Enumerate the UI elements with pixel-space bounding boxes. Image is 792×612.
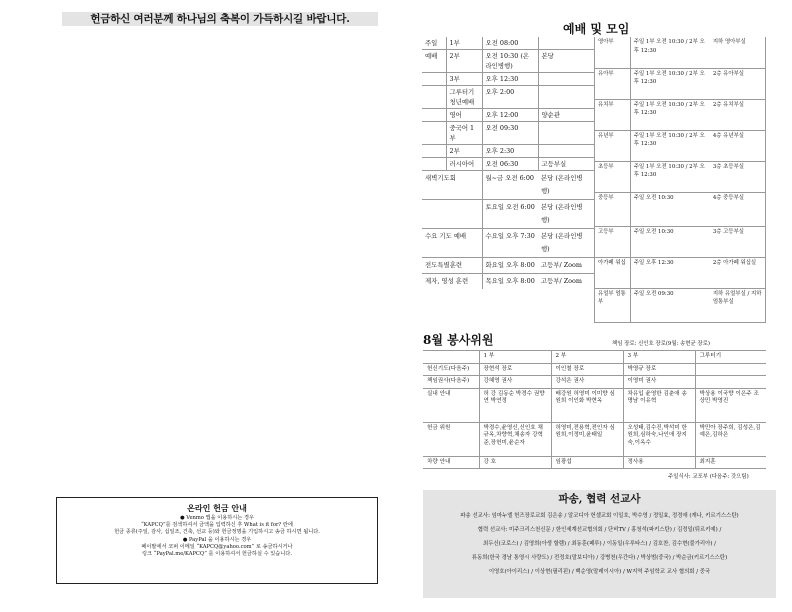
volunteers-note: 책임 장로: 신인호 장로(9월: 송현균 장로) bbox=[612, 341, 710, 347]
worship-cell: 새벽기도회 bbox=[422, 171, 482, 200]
online-giving-line: “KAPCQ”를 검색하셔서 금액을 입력하신 후 What is it for? 란에 bbox=[141, 522, 293, 529]
worship-cell: 2부 bbox=[446, 50, 482, 73]
edu-room: 3층 초등부실 bbox=[710, 161, 766, 192]
volunteers-row bbox=[423, 422, 766, 456]
missionaries-title: 파송, 협력 선교사 bbox=[558, 493, 641, 505]
worship-cell: 오전 09:30 bbox=[482, 122, 538, 145]
volunteers-row bbox=[423, 388, 766, 422]
edu-row bbox=[595, 257, 766, 288]
worship-cell: 예배 bbox=[422, 50, 446, 73]
edu-row bbox=[595, 288, 766, 322]
worship-cell bbox=[422, 109, 446, 122]
worship-cell bbox=[422, 145, 446, 158]
worship-cell: 그루터기 청년예배 bbox=[446, 86, 482, 109]
volunteers-table bbox=[423, 350, 766, 469]
edu-dept: 영아부 bbox=[595, 37, 631, 68]
blessing-banner: 헌금하신 여러분께 하나님의 축복이 가득하시길 바랍니다. bbox=[62, 12, 378, 26]
worship-cell: 러시아어 bbox=[446, 158, 482, 171]
volunteer-cell: 강혜영 권사 bbox=[479, 376, 551, 389]
volunteer-cell: 박상용 이국향 이은주 조상민 박영진 bbox=[695, 388, 766, 422]
worship-cell: 3부 bbox=[446, 73, 482, 86]
volunteer-role: 헌금 위원 bbox=[423, 422, 479, 456]
volunteers-header: 2 부 bbox=[551, 351, 623, 364]
worship-cell: 고등부실 bbox=[538, 158, 594, 171]
volunteer-cell: 임광섭 bbox=[551, 456, 623, 469]
worship-cell: 주일 bbox=[422, 37, 446, 50]
volunteer-role: 책임권사(다음주) bbox=[423, 376, 479, 389]
worship-cell: 고등부/ Zoom bbox=[538, 258, 594, 274]
worship-cell: 목요일 오후 8:00 bbox=[485, 277, 535, 285]
worship-cell: 중국어 1부 bbox=[446, 122, 482, 145]
worship-cell: 오후 2:00 bbox=[482, 86, 538, 109]
edu-time: 주일 1부 오전 10:30 / 2부 오후 12:30 bbox=[630, 68, 710, 99]
edu-room: 3층 고등부실 bbox=[710, 226, 766, 257]
worship-cell: 영어 bbox=[446, 109, 482, 122]
worship-cell: 수요일 오후 7:30 bbox=[482, 229, 538, 258]
volunteer-role: 차량 안내 bbox=[423, 456, 479, 469]
edu-time: 주일 1부 오전 10:30 / 2부 오후 12:30 bbox=[630, 99, 710, 130]
worship-cell: 1부 bbox=[446, 37, 482, 50]
worship-row bbox=[422, 50, 594, 73]
missionaries-line: 최두신(코로스) / 김영희(아생 할렘) / 최동훈(페루) / 이동일(우루타스) / 김호찬, 김수현(불가리아) / bbox=[483, 541, 716, 547]
edu-room: 2층 유아부실 bbox=[710, 68, 766, 99]
edu-room: 지하 유얼부실 / 지하 엄통부실 bbox=[710, 288, 766, 322]
worship-cell: 오후 12:00 bbox=[482, 109, 538, 122]
worship-cell: 수요 기도 예배 bbox=[422, 229, 482, 258]
edu-dept: 유치부 bbox=[595, 99, 631, 130]
edu-time: 주일 오전 09:30 bbox=[630, 288, 710, 322]
volunteers-title: 8월 봉사위원 bbox=[423, 333, 494, 347]
worship-cell: 고등부/ Zoom bbox=[541, 277, 582, 285]
edu-time: 주일 오전 10:30 bbox=[630, 192, 710, 226]
worship-cell bbox=[422, 122, 446, 145]
worship-cell: 오전 10:30 (온라인병행) bbox=[482, 50, 538, 73]
worship-cell bbox=[422, 158, 446, 171]
worship-table bbox=[422, 37, 594, 289]
worship-cell bbox=[422, 86, 446, 109]
edu-room: 지하 영아부실 bbox=[710, 37, 766, 68]
online-giving-line: 헌금 종류(주일, 감사, 십일조, 건축, 선교 등)와 헌금정명을 기입하시고 송금 하시면 됩니다. bbox=[114, 529, 320, 536]
volunteers-row bbox=[423, 363, 766, 376]
missionaries-line: 류동희(한국 경남 통영시 사량도) / 전정호(말보디아) / 강병천(우간다) / 박상범(중국) / 박순금(키르기스스탄) bbox=[471, 555, 728, 561]
volunteer-cell: 허 강 김동순 박경수 권향연 박연정 bbox=[479, 388, 551, 422]
volunteers-row bbox=[423, 456, 766, 469]
volunteer-cell: 최지훈 bbox=[695, 456, 766, 469]
edu-time: 주일 오전 10:30 bbox=[630, 226, 710, 257]
volunteer-cell: 허영미,전용혁,전인자 심원희,이정미,윤태일 bbox=[551, 422, 623, 456]
volunteer-cell bbox=[695, 376, 766, 389]
edu-row bbox=[595, 130, 766, 161]
volunteer-cell: 박민아 장주희, 김성은,김예은,김하은 bbox=[695, 422, 766, 456]
volunteers-header-row bbox=[423, 351, 766, 364]
worship-cell bbox=[538, 73, 594, 86]
edu-room: 2층 유치부실 bbox=[710, 99, 766, 130]
worship-row bbox=[422, 171, 594, 200]
missionaries-line: 협력 선교사: 미주크리스천신문 / 한인세계선교협의회 / 단비TV / 홍청석(파키스탄) / 김정일(튀르키예) / bbox=[477, 527, 722, 533]
volunteers-footnote: 주일식사: 교포부 (다음주: 갓으팀) bbox=[668, 474, 749, 480]
volunteer-cell: 오성태,김수진,박석미 한원희,심하숙,나인애 장지숙,이옥수 bbox=[623, 422, 695, 456]
worship-row bbox=[422, 86, 594, 109]
edu-dept: 유년부 bbox=[595, 130, 631, 161]
missionaries-line: 파송 선교사: 임마누엘 헌즈장로교회 김은송 / 알코디아 헌셀교회 이일호, 박수영 / 정일효, 정정애 (캐나, 키르기스스탄) bbox=[460, 513, 739, 519]
worship-row bbox=[422, 158, 594, 171]
edu-dept: 중등부 bbox=[595, 192, 631, 226]
edu-row bbox=[595, 68, 766, 99]
volunteers-header: 1 부 bbox=[479, 351, 551, 364]
volunteer-role: 헌신기도(다음주) bbox=[423, 363, 479, 376]
volunteer-cell: 박영규 장로 bbox=[623, 363, 695, 376]
edu-dept: 유아부 bbox=[595, 68, 631, 99]
worship-cell: 토요일 오전 6:00 bbox=[482, 200, 538, 229]
worship-cell: 제자, 영성 훈련 bbox=[422, 274, 482, 290]
edu-time: 주일 오후 12:30 bbox=[630, 257, 710, 288]
edu-time: 주일 1부 오전 10:30 / 2부 오후 12:30 bbox=[630, 130, 710, 161]
worship-cell: 오전 06:30 bbox=[482, 158, 538, 171]
edu-dept: 유얼부 엄통부 bbox=[595, 288, 631, 322]
volunteers-header: 그루터기 bbox=[695, 351, 766, 364]
volunteers-row bbox=[423, 376, 766, 389]
worship-cell: 화요일 오후 8:00 bbox=[482, 258, 538, 274]
edu-time: 주일 1부 오전 10:30 / 2부 오후 12:30 bbox=[630, 37, 710, 68]
missionaries-box bbox=[423, 490, 776, 598]
worship-cell bbox=[422, 73, 446, 86]
volunteers-header bbox=[423, 351, 479, 364]
worship-row bbox=[422, 258, 594, 274]
worship-cell: 본당 (온라인병행) bbox=[538, 229, 594, 258]
worship-cell bbox=[538, 37, 594, 50]
worship-cell: 오전 08:00 bbox=[482, 37, 538, 50]
worship-cell: 오후 12:30 bbox=[482, 73, 538, 86]
volunteer-cell: 강석은 권사 bbox=[551, 376, 623, 389]
edu-row bbox=[595, 192, 766, 226]
volunteer-cell: 차유입 윤영한 김춘애 송명남 이유혁 bbox=[623, 388, 695, 422]
edu-room: 4층 중등부실 bbox=[710, 192, 766, 226]
edu-row bbox=[595, 161, 766, 192]
volunteer-cell: 정사용 bbox=[623, 456, 695, 469]
worship-cell bbox=[538, 122, 594, 145]
online-giving-title: 온라인 헌금 안내 bbox=[187, 503, 247, 513]
edu-time: 주일 1부 오전 10:30 / 2부 오후 12:30 bbox=[630, 161, 710, 192]
worship-row bbox=[422, 73, 594, 86]
edu-room: 2층 아가페 워십실 bbox=[710, 257, 766, 288]
worship-row bbox=[422, 229, 594, 258]
volunteer-cell: 장현석 장로 bbox=[479, 363, 551, 376]
edu-room: 4층 유년부실 bbox=[710, 130, 766, 161]
online-giving-box bbox=[56, 497, 378, 584]
missionaries-line: 이영호(아이리스) / 이상현(필리핀) / 백순영(말레이시아) / W지역 주임학교 교사 협의회 / 중국 bbox=[488, 569, 711, 575]
edu-row bbox=[595, 37, 766, 68]
worship-cell: 본당 bbox=[538, 50, 594, 73]
worship-cell: 양순관 bbox=[538, 109, 594, 122]
worship-cell: 본당 (온라인병행) bbox=[538, 200, 594, 229]
worship-cell: 오후 2:30 bbox=[482, 145, 538, 158]
worship-row bbox=[422, 200, 594, 229]
volunteer-cell bbox=[695, 363, 766, 376]
online-giving-line: 링크 “PayPal.me/KAPCQ” 를 이용하셔서 헌금하실 수 있습니다. bbox=[142, 551, 292, 558]
worship-row bbox=[422, 145, 594, 158]
edu-dept: 아가페 워십 bbox=[595, 257, 631, 288]
volunteer-cell: 이영미 권사 bbox=[623, 376, 695, 389]
worship-cell bbox=[538, 145, 594, 158]
volunteer-cell: 배강원 허영미 이미향 심원희 이인화 박현옥 bbox=[551, 388, 623, 422]
worship-row bbox=[422, 274, 594, 290]
worship-cell: 전도특별훈련 bbox=[422, 258, 482, 274]
worship-row bbox=[422, 109, 594, 122]
online-giving-line: ● PayPal 을 이용하시는 경우 bbox=[182, 536, 252, 543]
worship-cell: 2부 bbox=[446, 145, 482, 158]
edu-dept: 고등부 bbox=[595, 226, 631, 257]
edu-dept: 초등부 bbox=[595, 161, 631, 192]
volunteers-header: 3 부 bbox=[623, 351, 695, 364]
worship-cell bbox=[538, 86, 594, 109]
edu-row bbox=[595, 226, 766, 257]
edu-row bbox=[595, 99, 766, 130]
online-giving-line: 페이팔에서 코퍼 이메일 “KAPCQ@yahoo.com” 로 송금하시거나 bbox=[141, 543, 293, 550]
worship-title: 예배 및 모임 bbox=[563, 22, 630, 36]
worship-row bbox=[422, 37, 594, 50]
worship-cell: 월~금 오전 6:00 bbox=[482, 171, 538, 200]
education-table bbox=[594, 37, 766, 323]
online-giving-line: ● Venmo 앱을 이용하시는 경우 bbox=[180, 515, 254, 521]
volunteer-cell: 박경수,윤영신,신인호 채규옥,차향혁,채송자 강혁준,장헌미,윤순자 bbox=[479, 422, 551, 456]
worship-cell: 본당 (온라인병행) bbox=[538, 171, 594, 200]
volunteer-cell: 강 호 bbox=[479, 456, 551, 469]
worship-cell bbox=[422, 200, 482, 229]
volunteer-cell: 이인철 장로 bbox=[551, 363, 623, 376]
worship-row bbox=[422, 122, 594, 145]
volunteer-role: 실내 안내 bbox=[423, 388, 479, 422]
